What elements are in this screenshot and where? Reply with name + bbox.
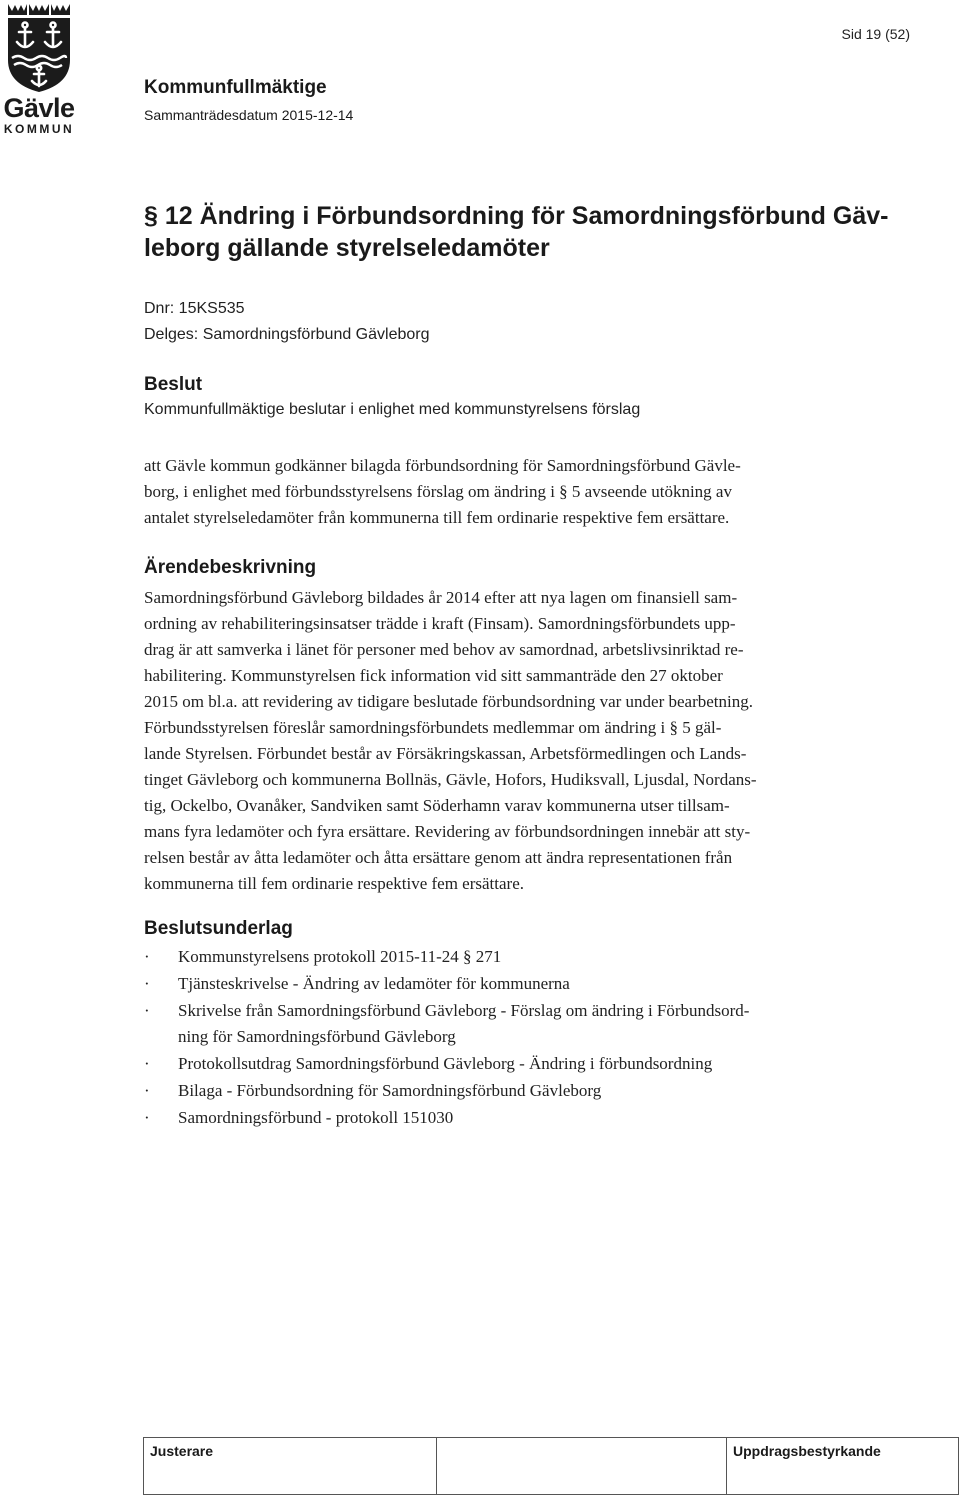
text-line: drag är att samverka i länet för personer med behov av samordnad, arbetslivsinriktad re- xyxy=(144,640,744,659)
title-line-2: leborg gällande styrelseledamöter xyxy=(144,234,550,262)
text-line: 2015 om bl.a. att revidering av tidigare beslutade förbundsordning var under bearbetning. xyxy=(144,692,753,711)
logo-subtitle: KOMMUN xyxy=(3,122,75,136)
text-line: antalet styrelseledamöter från kommunerna till fem ordinarie respektive fem ersättare. xyxy=(144,508,730,527)
beslut-text xyxy=(144,453,904,531)
underlag-list xyxy=(144,944,924,1132)
uppdrag-label: Uppdragsbestyrkande xyxy=(733,1443,881,1459)
bullet: · xyxy=(144,1054,150,1073)
signature-footer xyxy=(143,1437,959,1497)
gavle-coat-of-arms-icon xyxy=(2,2,76,94)
arende-heading: Ärendebeskrivning xyxy=(144,557,317,578)
list-item xyxy=(144,944,924,970)
text-line: habilitering. Kommunstyrelsen fick information vid sitt sammanträde den 27 oktober xyxy=(144,666,723,685)
underlag-heading: Beslutsunderlag xyxy=(144,918,293,939)
section-number: 12 xyxy=(164,202,193,230)
delges: Delges: Samordningsförbund Gävleborg xyxy=(144,326,430,343)
list-item-text: Bilaga - Förbundsordning för Samordningsförbund Gävleborg xyxy=(178,1081,602,1100)
header-date: Sammanträdesdatum 2015-12-14 xyxy=(144,107,354,123)
text-line: Samordningsförbund Gävleborg bildades år 2014 efter att nya lagen om finansiell sam- xyxy=(144,588,738,607)
section-symbol: § xyxy=(144,202,158,230)
dnr: Dnr: 15KS535 xyxy=(144,300,245,317)
text-line: tig, Ockelbo, Ovanåker, Sandviken samt Söderhamn varav kommunerna utser tillsam- xyxy=(144,796,730,815)
page-title xyxy=(144,200,944,264)
list-item xyxy=(144,1078,924,1104)
list-item-text: Samordningsförbund - protokoll 151030 xyxy=(178,1108,454,1127)
beslut-heading: Beslut xyxy=(144,374,203,395)
list-item-text: Protokollsutdrag Samordningsförbund Gävleborg - Ändring i förbundsordning xyxy=(178,1054,713,1073)
list-item xyxy=(144,1105,924,1131)
list-item-text: Skrivelse från Samordningsförbund Gävleborg - Förslag om ändring i Förbundsord- xyxy=(178,1001,750,1020)
text-line: kommunerna till fem ordinarie respektive fem ersättare. xyxy=(144,874,524,893)
bullet: · xyxy=(144,974,150,993)
list-item-text: ning för Samordningsförbund Gävleborg xyxy=(178,1027,456,1046)
text-line: lande Styrelsen. Förbundet består av Försäkringskassan, Arbetsförmedlingen och Lands- xyxy=(144,744,747,763)
arende-text xyxy=(144,585,904,897)
title-text-1: Ändring i Förbundsordning för Samordningsförbund Gäv- xyxy=(199,202,889,230)
uppdrag-box xyxy=(727,1437,959,1495)
text-line: Förbundsstyrelsen föreslår samordningsförbundets medlemmar om ändring i § 5 gäl- xyxy=(144,718,722,737)
text-line: tinget Gävleborg och kommunerna Bollnäs, Gävle, Hofors, Hudiksvall, Ljusdal, Nordans- xyxy=(144,770,757,789)
bullet: · xyxy=(144,947,150,966)
justerare-box xyxy=(143,1437,437,1495)
beslut-intro: Kommunfullmäktige beslutar i enlighet med kommunstyrelsens förslag xyxy=(144,401,641,418)
bullet: · xyxy=(144,1108,150,1127)
logo-wordmark: Gävle xyxy=(3,93,75,123)
page-number: Sid 19 (52) xyxy=(841,26,910,42)
header-title: Kommunfullmäktige xyxy=(144,77,327,98)
bullet: · xyxy=(144,1001,150,1020)
text-line: ordning av rehabiliteringsinsatser trädde i kraft (Finsam). Samordningsförbundets upp- xyxy=(144,614,736,633)
text-line: att Gävle kommun godkänner bilagda förbundsordning för Samordningsförbund Gävle- xyxy=(144,456,741,475)
list-item xyxy=(144,998,924,1050)
text-line: mans fyra ledamöter och fyra ersättare. Revidering av förbundsordningen innebär att sty- xyxy=(144,822,751,841)
text-line: borg, i enlighet med förbundsstyrelsens förslag om ändring i § 5 avseende utökning av xyxy=(144,482,732,501)
title-line-1 xyxy=(144,200,944,232)
gavle-logo xyxy=(2,2,76,134)
justerare-label: Justerare xyxy=(150,1443,214,1459)
text-line: relsen består av åtta ledamöter och åtta ersättare genom att ändra representationen från xyxy=(144,848,733,867)
list-item xyxy=(144,1051,924,1077)
bullet: · xyxy=(144,1081,150,1100)
list-item-text: Tjänsteskrivelse - Ändring av ledamöter för kommunerna xyxy=(178,974,570,993)
list-item xyxy=(144,971,924,997)
signature-box xyxy=(437,1437,727,1495)
list-item-text: Kommunstyrelsens protokoll 2015-11-24 § 271 xyxy=(178,947,502,966)
